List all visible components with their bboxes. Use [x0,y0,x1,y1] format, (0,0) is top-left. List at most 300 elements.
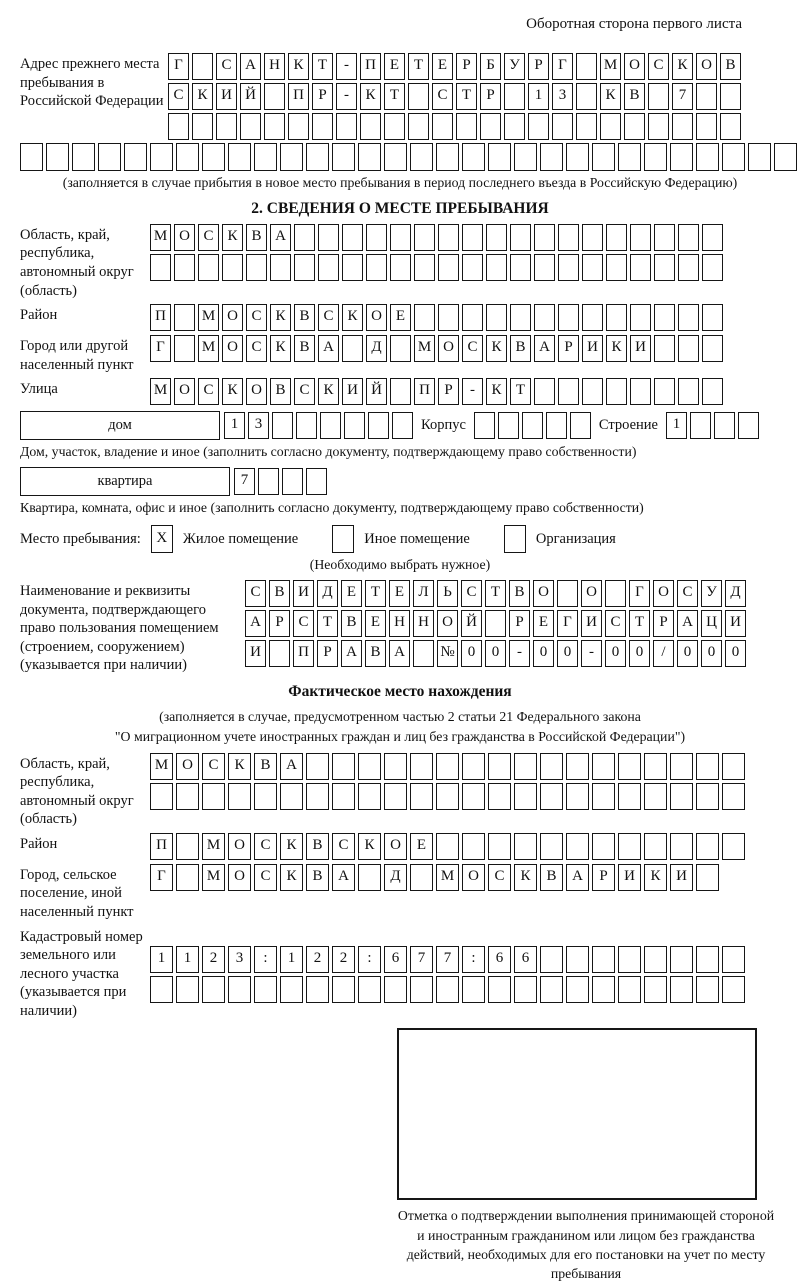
char-cell: О [366,304,387,331]
char-cell [486,224,507,251]
kadastr-row-2 [150,976,745,1003]
option-organizatsiya [504,525,616,553]
oblast-field [20,224,780,300]
char-cell [624,113,645,140]
prev-address-note: (заполняется в случае прибытия в новое место пребывания в период последнего въезда в Российскую Федерацию) [62,175,738,190]
ulitsa-row [150,378,723,405]
char-cell: М [150,378,171,405]
char-cell [618,783,641,810]
char-cell: Р [269,610,290,637]
char-cell [280,976,303,1003]
char-cell [644,976,667,1003]
char-cell [462,254,483,281]
mesto-note: (Необходимо выбрать нужное) [309,557,491,573]
char-cell [566,783,589,810]
char-cell [576,83,597,110]
char-cell [514,143,537,171]
char-cell [714,412,735,439]
kadastr-label: Кадастровый номер земельного или лесного участка (указывается при наличии) [20,928,143,1019]
char-cell: А [389,640,410,667]
char-cell [269,640,290,667]
char-cell [198,254,219,281]
char-cell [436,753,459,780]
char-cell [557,580,578,607]
char-cell [644,946,667,973]
doc-field [20,580,780,675]
char-cell [410,864,433,891]
doc-row-1 [245,580,746,607]
char-cell [410,143,433,171]
prev-address-field [20,53,780,140]
inoe-checkbox [332,525,354,553]
char-cell [540,833,563,860]
raion-label: Район [20,307,58,324]
char-cell [336,113,357,140]
char-cell [606,304,627,331]
char-cell [488,753,511,780]
char-cell [618,753,641,780]
char-cell: Н [264,53,285,80]
char-cell: Г [168,53,189,80]
char-cell [504,113,525,140]
char-cell: Д [366,335,387,362]
char-cell [392,412,413,439]
char-cell: Т [629,610,650,637]
char-cell [312,113,333,140]
char-cell: В [720,53,741,80]
char-cell [202,143,225,171]
char-cell: 3 [248,412,269,439]
char-cell [696,113,717,140]
char-cell: 7 [672,83,693,110]
char-cell [176,864,199,891]
char-cell: О [438,335,459,362]
char-cell [696,946,719,973]
char-cell [510,224,531,251]
char-cell: В [254,753,277,780]
char-cell [462,753,485,780]
char-cell: 6 [384,946,407,973]
char-cell [264,83,285,110]
char-cell [202,783,225,810]
char-cell: С [461,580,482,607]
char-cell: Й [461,610,482,637]
char-cell: О [174,224,195,251]
char-cell [272,412,293,439]
char-cell [558,304,579,331]
char-cell [480,113,501,140]
char-cell [344,412,365,439]
char-cell [176,143,199,171]
char-cell [670,946,693,973]
char-cell: Р [528,53,549,80]
kadastr-row-1 [150,946,745,973]
char-cell: К [360,83,381,110]
char-cell: А [318,335,339,362]
factual-oblast-row-2 [150,783,745,810]
char-cell [546,412,567,439]
char-cell [366,224,387,251]
char-cell [408,83,429,110]
char-cell: М [150,753,173,780]
char-cell [228,143,251,171]
char-cell: С [168,83,189,110]
char-cell: 1 [666,412,687,439]
char-cell: - [336,83,357,110]
char-cell: Г [629,580,650,607]
char-cell: О [174,378,195,405]
char-cell [582,254,603,281]
char-cell: В [270,378,291,405]
char-cell [648,113,669,140]
char-cell: К [606,335,627,362]
raion-row [150,304,723,331]
option-zhiloe [151,525,298,553]
factual-raion-field [20,833,780,860]
gorod-row [150,335,723,362]
char-cell: К [192,83,213,110]
zhiloe-checkbox: X [151,525,173,553]
char-cell [678,335,699,362]
char-cell: 0 [461,640,482,667]
char-cell [358,143,381,171]
char-cell: К [228,753,251,780]
char-cell [534,254,555,281]
char-cell [696,143,719,171]
char-cell: О [222,304,243,331]
char-cell: 2 [332,946,355,973]
char-cell: А [677,610,698,637]
char-cell: К [280,833,303,860]
char-cell [150,143,173,171]
char-cell [280,143,303,171]
char-cell: С [488,864,511,891]
char-cell: Е [389,580,410,607]
char-cell [748,143,771,171]
stamp-area [395,1028,777,1283]
char-cell [436,783,459,810]
char-cell: М [414,335,435,362]
char-cell: У [701,580,722,607]
char-cell [630,224,651,251]
char-cell: 0 [533,640,554,667]
prev-address-overflow-row [20,143,780,171]
char-cell [774,143,797,171]
char-cell: Л [413,580,434,607]
char-cell: К [222,224,243,251]
factual-gorod-field [20,864,780,922]
char-cell: : [462,946,485,973]
char-cell [644,783,667,810]
char-cell [570,412,591,439]
char-cell: 6 [514,946,537,973]
factual-title: Фактическое место нахождения [288,682,512,700]
char-cell [320,412,341,439]
char-cell: Е [341,580,362,607]
char-cell: О [462,864,485,891]
char-cell [722,833,745,860]
char-cell: И [293,580,314,607]
char-cell [288,113,309,140]
char-cell: И [581,610,602,637]
char-cell: О [384,833,407,860]
prev-address-label: Адрес прежнего места пребывания в Российской Федерации [20,56,164,110]
char-cell [436,833,459,860]
char-cell [342,335,363,362]
char-cell: Т [317,610,338,637]
char-cell [540,753,563,780]
char-cell: Д [384,864,407,891]
char-cell [510,304,531,331]
char-cell: 0 [485,640,506,667]
char-cell: О [176,753,199,780]
char-cell: Е [384,53,405,80]
char-cell: А [280,753,303,780]
char-cell [462,833,485,860]
char-cell [72,143,95,171]
char-cell [390,335,411,362]
char-cell: М [600,53,621,80]
char-cell [702,254,723,281]
stroenie-label: Строение [598,417,658,434]
char-cell: А [270,224,291,251]
char-cell [176,783,199,810]
char-cell: К [672,53,693,80]
char-cell [488,143,511,171]
char-cell [264,113,285,140]
char-cell: Т [456,83,477,110]
char-cell: И [582,335,603,362]
char-cell: А [245,610,266,637]
char-cell [410,783,433,810]
char-cell: Г [552,53,573,80]
char-cell [534,378,555,405]
char-cell: М [436,864,459,891]
char-cell: В [294,304,315,331]
char-cell: 1 [528,83,549,110]
char-cell: П [414,378,435,405]
char-cell [486,304,507,331]
char-cell [306,753,329,780]
char-cell [488,976,511,1003]
char-cell [592,946,615,973]
char-cell: С [318,304,339,331]
option-inoe [332,525,470,553]
raion-field [20,304,780,331]
char-cell [414,254,435,281]
char-cell: Р [558,335,579,362]
factual-raion-label: Район [20,835,58,852]
char-cell [176,976,199,1003]
char-cell: С [198,378,219,405]
factual-note-line2: "О миграционном учете иностранных граждан и лиц без гражданства в Российской Федерации") [114,728,686,744]
char-cell: / [653,640,674,667]
char-cell [438,254,459,281]
char-cell [462,783,485,810]
char-cell: Н [413,610,434,637]
char-cell [670,833,693,860]
char-cell [174,254,195,281]
char-cell [254,976,277,1003]
char-cell [368,412,389,439]
char-cell: К [270,335,291,362]
char-cell [258,468,279,495]
char-cell [408,113,429,140]
char-cell: С [462,335,483,362]
char-cell: Т [365,580,386,607]
char-cell [318,224,339,251]
char-cell [654,254,675,281]
char-cell: 3 [228,946,251,973]
zhiloe-label: Жилое помещение [182,530,299,547]
char-cell: К [280,864,303,891]
char-cell [332,783,355,810]
char-cell: Е [365,610,386,637]
char-cell: 1 [224,412,245,439]
char-cell [618,946,641,973]
char-cell [384,113,405,140]
char-cell: В [294,335,315,362]
char-cell: А [534,335,555,362]
char-cell [384,753,407,780]
char-cell [384,143,407,171]
char-cell [606,254,627,281]
char-cell [474,412,495,439]
char-cell: Т [408,53,429,80]
char-cell: В [306,833,329,860]
inoe-label: Иное помещение [364,530,470,547]
char-cell [342,224,363,251]
char-cell: 1 [150,946,173,973]
char-cell [254,783,277,810]
char-cell [606,378,627,405]
char-cell [358,864,381,891]
char-cell: 1 [176,946,199,973]
kvartira-box-label: квартира [20,467,230,496]
char-cell: Й [240,83,261,110]
dom-note: Дом, участок, владение и иное (заполнить согласно документу, подтверждающему право собственности) [20,444,637,460]
char-cell [600,113,621,140]
char-cell [384,783,407,810]
confirmation-stamp-box [397,1028,757,1200]
char-cell: О [228,864,251,891]
char-cell: В [365,640,386,667]
char-cell: Г [150,864,173,891]
char-cell [358,976,381,1003]
char-cell [522,412,543,439]
char-cell: 2 [306,946,329,973]
char-cell: П [288,83,309,110]
stroenie-cells [666,411,759,439]
char-cell [670,783,693,810]
char-cell [606,224,627,251]
char-cell: К [270,304,291,331]
char-cell: И [618,864,641,891]
char-cell: Г [557,610,578,637]
char-cell [566,753,589,780]
char-cell [540,976,563,1003]
char-cell [514,753,537,780]
char-cell: С [605,610,626,637]
char-cell: Р [438,378,459,405]
char-cell [605,580,626,607]
char-cell [384,976,407,1003]
char-cell [294,254,315,281]
char-cell [366,254,387,281]
char-cell: С [246,304,267,331]
char-cell [702,224,723,251]
char-cell [566,833,589,860]
char-cell: 7 [234,468,255,495]
char-cell [390,254,411,281]
char-cell [702,335,723,362]
char-cell [678,304,699,331]
char-cell: И [216,83,237,110]
kadastr-field [20,926,780,1021]
char-cell: А [341,640,362,667]
char-cell: С [293,610,314,637]
factual-raion-row [150,833,745,860]
char-cell [592,833,615,860]
char-cell: : [254,946,277,973]
char-cell: И [342,378,363,405]
char-cell [540,946,563,973]
char-cell [486,254,507,281]
char-cell: Ц [701,610,722,637]
char-cell [216,113,237,140]
char-cell: К [644,864,667,891]
char-cell: С [245,580,266,607]
char-cell [702,378,723,405]
char-cell [240,113,261,140]
char-cell [678,254,699,281]
char-cell: П [293,640,314,667]
char-cell [488,783,511,810]
char-cell: П [150,304,171,331]
char-cell: Е [533,610,554,637]
char-cell: И [630,335,651,362]
char-cell [654,378,675,405]
mesto-label: Место пребывания: [20,530,141,547]
char-cell: Д [725,580,746,607]
char-cell: К [486,335,507,362]
char-cell [558,224,579,251]
char-cell: О [653,580,674,607]
gorod-field [20,335,780,374]
char-cell: № [437,640,458,667]
char-cell [696,976,719,1003]
char-cell [488,833,511,860]
char-cell [558,254,579,281]
char-cell [504,83,525,110]
char-cell: И [245,640,266,667]
doc-label: Наименование и реквизиты документа, подтверждающего право пользования помещением (строением, сооружением) (указывается при наличии) [20,582,219,674]
factual-note-line1: (заполняется в случае, предусмотренном частью 2 статьи 21 Федерального закона [159,708,641,724]
char-cell: С [677,580,698,607]
ulitsa-field [20,378,780,405]
char-cell: - [462,378,483,405]
char-cell: О [246,378,267,405]
char-cell [124,143,147,171]
char-cell [722,753,745,780]
char-cell [436,976,459,1003]
char-cell: - [581,640,602,667]
char-cell: Н [389,610,410,637]
dom-cells [224,411,413,439]
char-cell [150,783,173,810]
char-cell [228,976,251,1003]
char-cell: 0 [557,640,578,667]
